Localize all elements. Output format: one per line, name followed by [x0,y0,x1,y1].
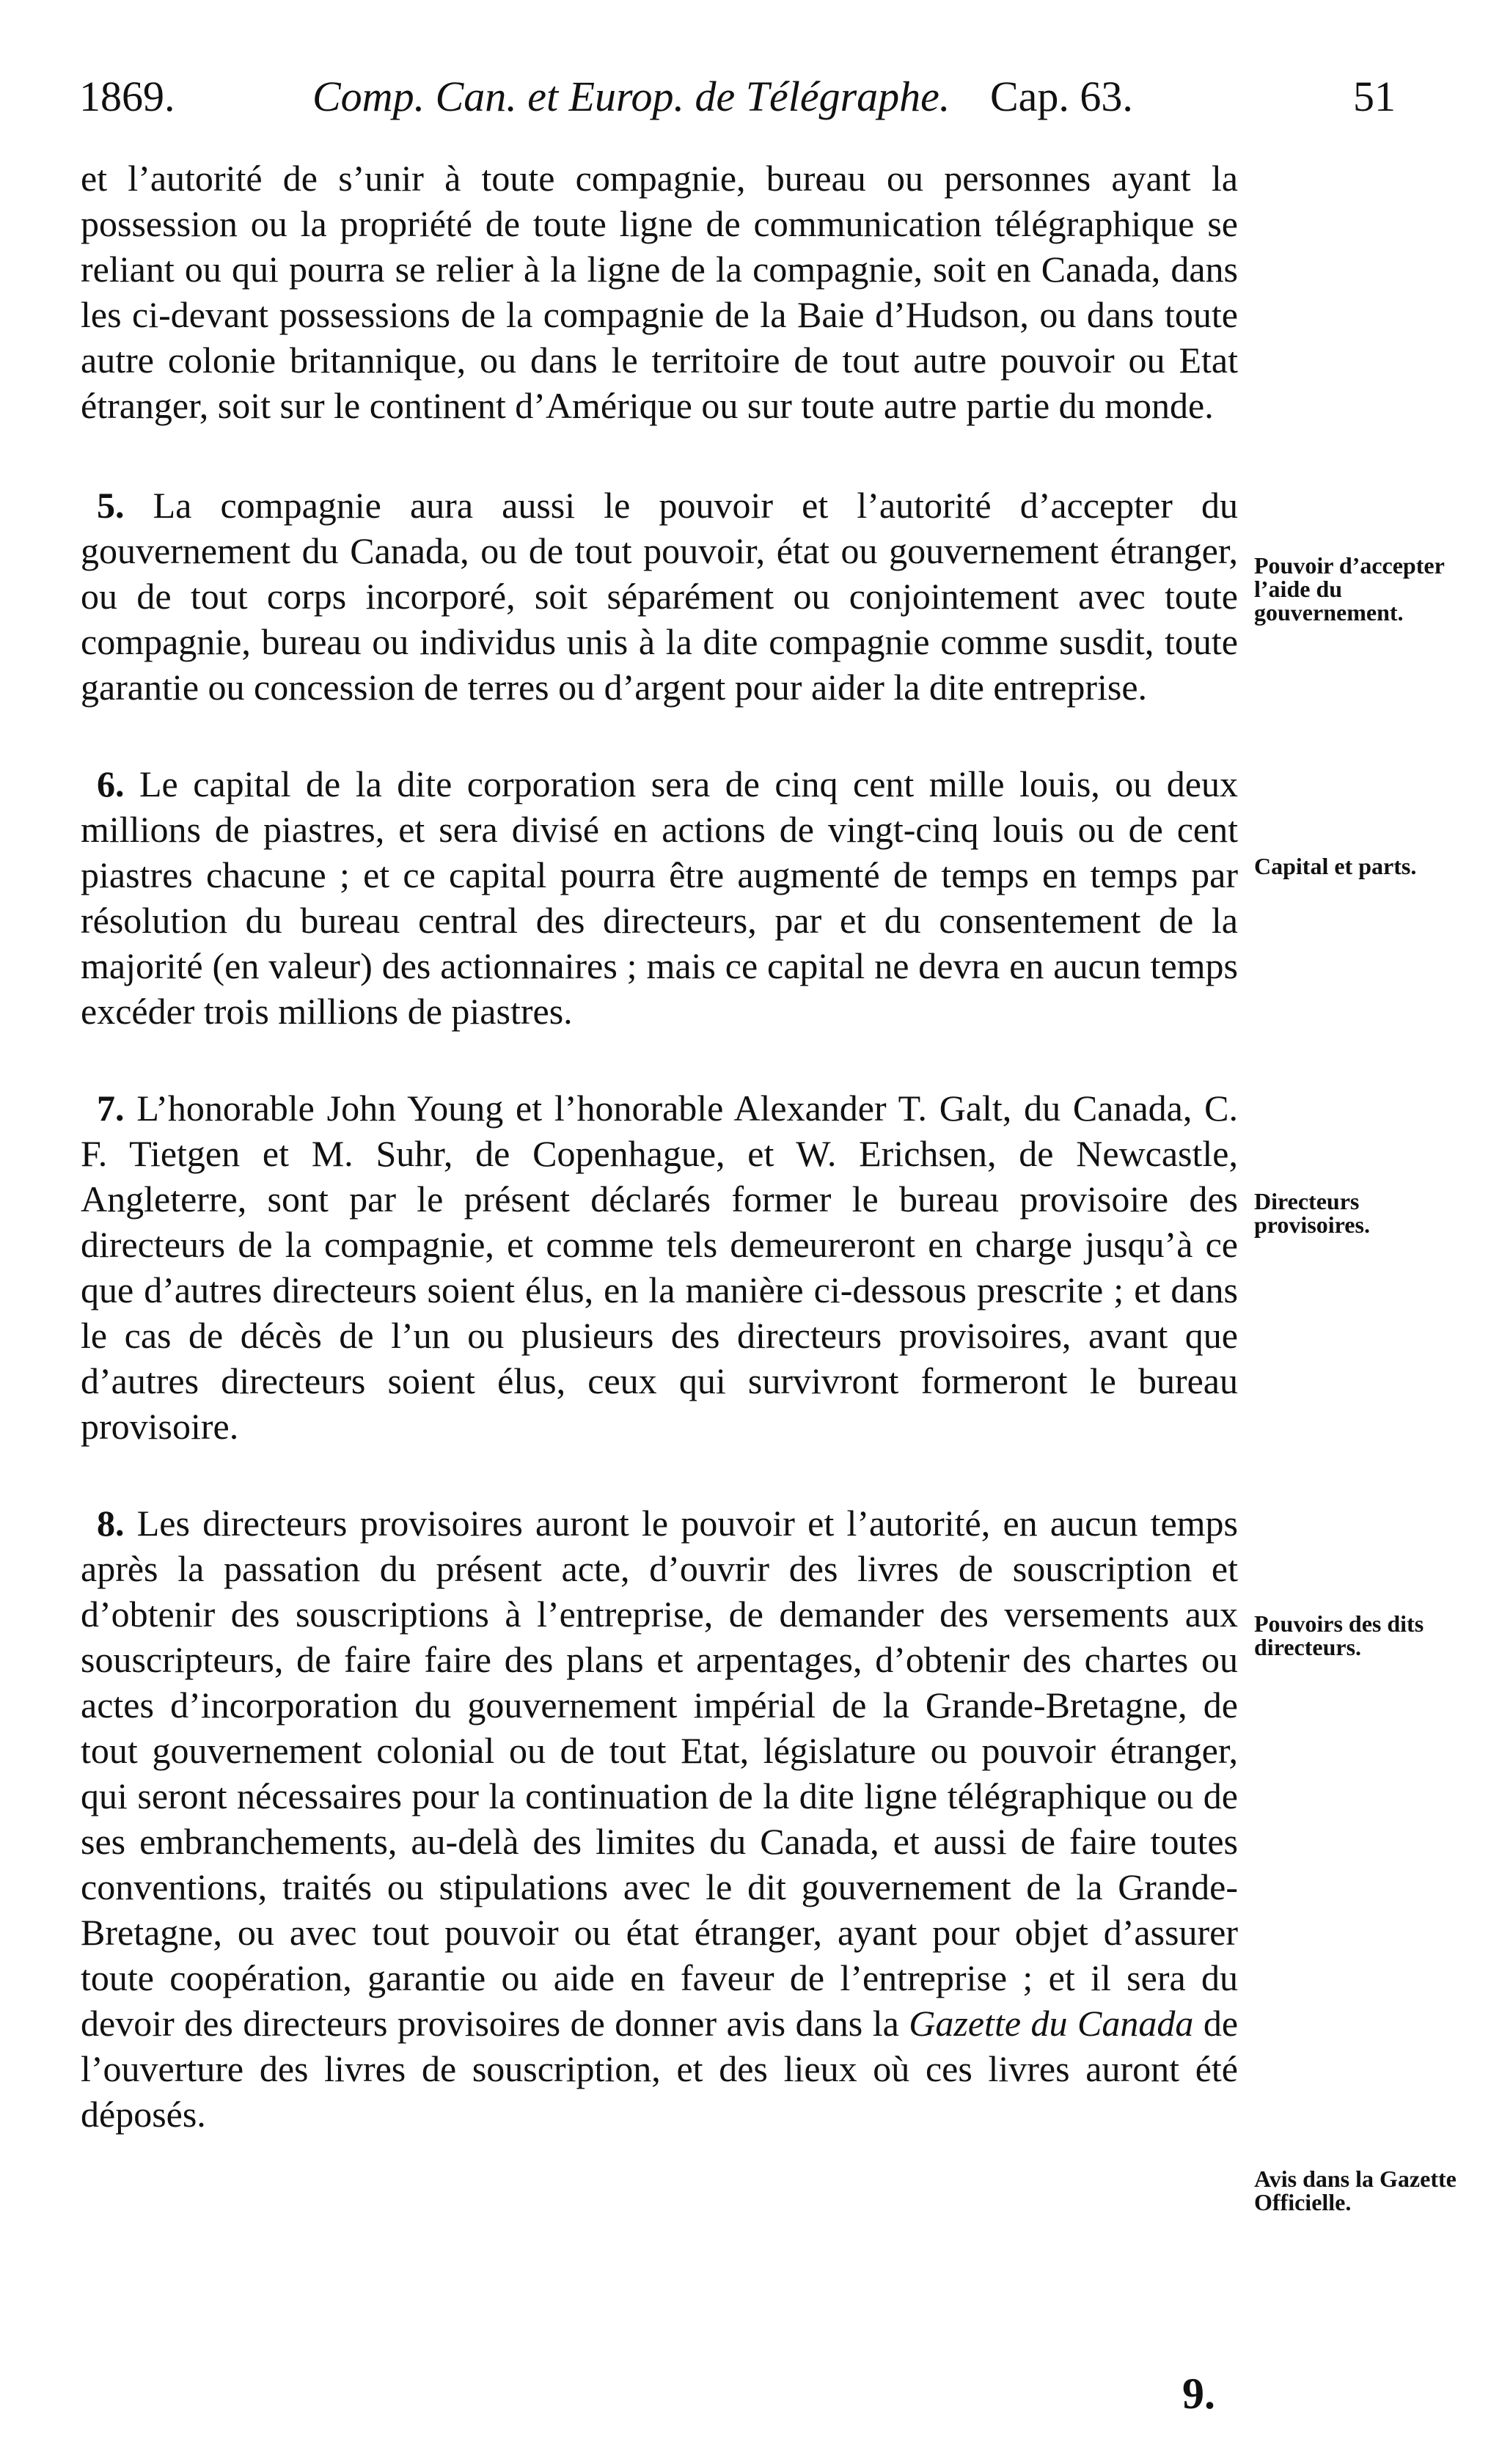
section-7 [81,1085,1238,1449]
section-8 [81,1500,1238,2137]
section-5-number: 5. [97,485,125,526]
header-year: 1869. [79,73,175,120]
margin-note-section-6: Capital et parts. [1254,853,1417,879]
section-7-number: 7. [97,1088,125,1129]
margin-note-section-5: Pouvoir d’accepter l’aide du gouvernement. [1254,552,1445,626]
margin-note-section-7: Directeurs provisoires. [1254,1188,1370,1238]
section-8-number: 8. [97,1503,125,1544]
section-8-text-b: de l’ouverture des livres de souscription, et des lieux où ces livres auront été déposés. [81,2003,1239,2135]
page-body [81,155,1238,2188]
section-6-text: Le capital de la dite corporation sera de cinq cent mille louis, ou deux millions de piastres, et sera divisé en actions de vingt-cinq louis ou de cent piastres chacune ; et ce capital pourra être augmenté de temps en temps par résolution du bureau central des directeurs, par et du consentement de la majorité (en valeur) des actionnaires ; mais ce capital ne devra en aucun temps excéder trois millions de piastres. [81,763,1239,1032]
section-8-text-a: Les directeurs provisoires auront le pouvoir et l’autorité, en aucun temps après la passation du présent acte, d’ouvrir des livres de souscription et d’obtenir des souscriptions à l’entreprise, de demander des versements aux souscripteurs, de faire faire des plans et arpentages, d’obtenir des chartes ou actes d’incorporation du gouvernement impérial de la Grande-Bretagne, de tout gouvernement colonial ou de tout Etat, législature ou pouvoir étranger, qui seront nécessaires pour la continuation de la dite ligne télégraphique ou de ses embranchements, au-delà des limites du Canada, et aussi de faire toutes conventions, traités ou stipulations avec le dit gouvernement de la Grande-Bretagne, ou avec tout pouvoir ou état étranger, ayant pour objet d’assurer toute coopération, garantie ou aide en faveur de l’entreprise ; et il sera du devoir des directeurs provisoires de donner avis dans la [81,1503,1239,2044]
running-header [79,72,1396,123]
header-title: Comp. Can. et Europ. de Télégraphe. [312,73,950,120]
header-chapter: Cap. 63. [990,73,1133,120]
section-7-text: L’honorable John Young et l’honorable Alexander T. Galt, du Canada, C. F. Tietgen et M. Suhr, de Copenhague, et W. Erichsen, de Newcastle, Angleterre, sont par le présent déclarés former le bureau provisoire des directeurs de la compagnie, et comme tels demeureront en charge jusqu’à ce que d’autres directeurs soient élus, en la manière ci-dessous prescrite ; et dans le cas de décès de l’un ou plusieurs des directeurs provisoires, avant que d’autres directeurs soient élus, ceux qui survivront formeront le bureau provisoire. [81,1088,1239,1447]
section-6 [81,761,1238,1034]
section-5 [81,483,1238,710]
gazette-title: Gazette du Canada [909,2003,1194,2044]
section-5-text: La compagnie aura aussi le pouvoir et l’autorité d’accepter du gouvernement du Canada, ou de tout pouvoir, état ou gouvernement étranger, ou de tout corps incorporé, soit séparément ou conjointement avec toute compagnie, bureau ou individus unis à la dite compagnie comme susdit, toute garantie ou concession de terres ou d’argent pour aider la dite entreprise. [81,485,1238,708]
margin-note-section-8: Pouvoirs des dits directeurs. [1254,1610,1424,1660]
signature-mark: 9. [1182,2369,1215,2418]
paragraph-continuation: et l’autorité de s’unir à toute compagnie, bureau ou personnes ayant la possession ou la propriété de toute ligne de communication télégraphique se reliant ou qui pourra se relier à la ligne de la compagnie, soit en Canada, dans les ci-devant possessions de la compagnie de la Baie d’Hudson, ou dans toute autre colonie britannique, ou dans le territoire de tout autre pouvoir ou Etat étranger, soit sur le continent d’Amérique ou sur toute autre partie du monde. [81,158,1238,426]
margin-note-gazette: Avis dans la Gazette Officielle. [1254,2166,1457,2215]
page-number: 51 [1353,73,1396,120]
section-6-number: 6. [97,763,125,804]
